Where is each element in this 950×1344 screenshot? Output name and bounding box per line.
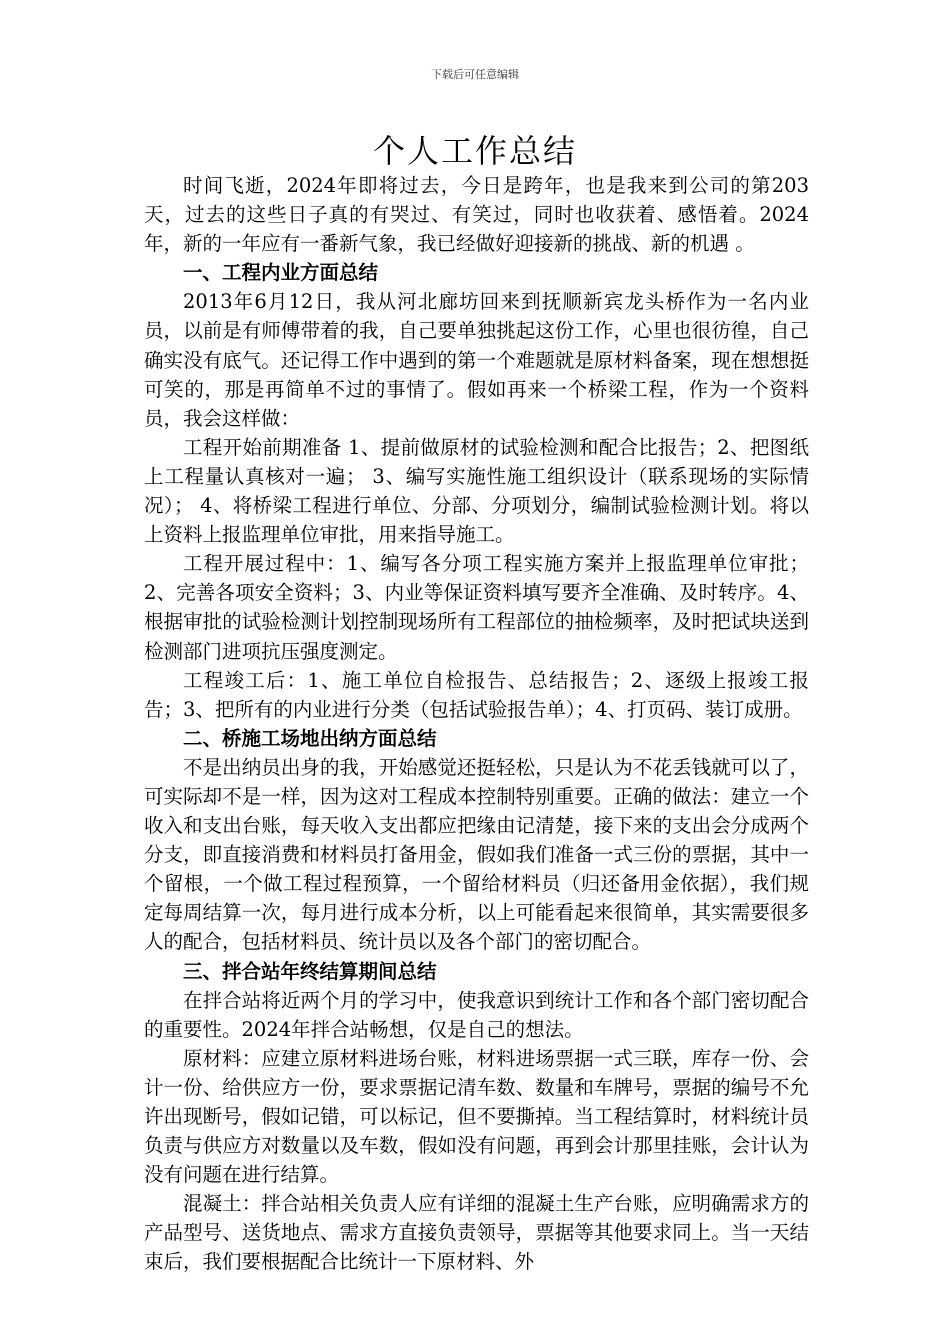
section-heading-3: 三、拌合站年终结算期间总结 <box>183 959 437 983</box>
section1-paragraph-1: 2013年6月12日，我从河北廊坊回来到抚顺新宾龙头桥作为一名内业员，以前是有师傅带着的我，自己要单独挑起这份工作，心里也很彷徨，自己确实没有底气。还记得工作中遇到的第一个难题就是原材料备案，现在想想挺可笑的，那是再简单不过的事情了。假如再来一个桥梁工程，作为一个资料员，我会这样做： <box>144 290 809 430</box>
section1-paragraph-4: 工程竣工后：1、施工单位自检报告、总结报告；2、逐级上报竣工报告；3、把所有的内业进行分类（包括试验报告单）；4、打页码、装订成册。 <box>144 668 809 721</box>
section1-paragraph-2: 工程开始前期准备 1、提前做原材的试验检测和配合比报告；2、把图纸上工程量认真核对一遍； 3、编写实施性施工组织设计（联系现场的实际情况）； 4、将桥梁工程进行单位、分部、分项划分，编制试验检测计划。将以上资料上报监理单位审批，用来指导施工。 <box>144 435 809 547</box>
section3-paragraph-2: 原材料：应建立原材料进场台账，材料进场票据一式三联，库存一份、会计一份、给供应方一份，要求票据记清车数、数量和车牌号，票据的编号不允许出现断号，假如记错，可以标记，但不要撕掉。当工程结算时，材料统计员负责与供应方对数量以及车数，假如没有问题，再到会计那里挂账，会计认为没有问题在进行结算。 <box>144 1046 809 1187</box>
document-body <box>144 171 809 1277</box>
section2-paragraph-1: 不是出纳员出身的我，开始感觉还挺轻松，只是认为不花丢钱就可以了，可实际却不是一样，因为这对工程成本控制特别重要。正确的做法：建立一个收入和支出台账，每天收入支出都应把缘由记清楚，接下来的支出会分成两个分支，即直接消费和材料员打备用金，假如我们准备一式三份的票据，其中一个留根，一个做工程过程预算，一个留给材料员（归还备用金依据），我们规定每周结算一次，每月进行成本分析，以上可能看起来很简单，其实需要很多人的配合，包括材料员、统计员以及各个部门的密切配合。 <box>144 755 809 954</box>
intro-paragraph: 时间飞逝，2024年即将过去，今日是跨年，也是我来到公司的第203天，过去的这些日子真的有哭过、有笑过，同时也收获着、感悟着。2024年，新的一年应有一番新气象，我已经做好迎接新的挑战、新的机遇 。 <box>144 174 809 256</box>
section3-paragraph-1: 在拌合站将近两个月的学习中，使我意识到统计工作和各个部门密切配合的重要性。2024年拌合站畅想，仅是自己的想法。 <box>144 988 809 1041</box>
header-note: 下载后可任意编辑 <box>431 68 519 81</box>
section-heading-2: 二、桥施工场地出纳方面总结 <box>183 726 437 750</box>
section3-paragraph-3: 混凝土：拌合站相关负责人应有详细的混凝土生产台账，应明确需求方的产品型号、送货地点、需求方直接负责领导，票据等其他要求同上。当一天结束后，我们要根据配合比统计一下原材料、外 <box>144 1192 809 1274</box>
section1-paragraph-3: 工程开展过程中：1、编写各分项工程实施方案并上报监理单位审批；2、完善各项安全资料；3、内业等保证资料填写要齐全准确、及时转序。4、根据审批的试验检测计划控制现场所有工程部位的抽检频率，及时把试块送到检测部门进项抗压强度测定。 <box>144 552 809 663</box>
section-heading-1: 一、工程内业方面总结 <box>183 261 379 285</box>
document-title: 个人工作总结 <box>372 132 577 170</box>
